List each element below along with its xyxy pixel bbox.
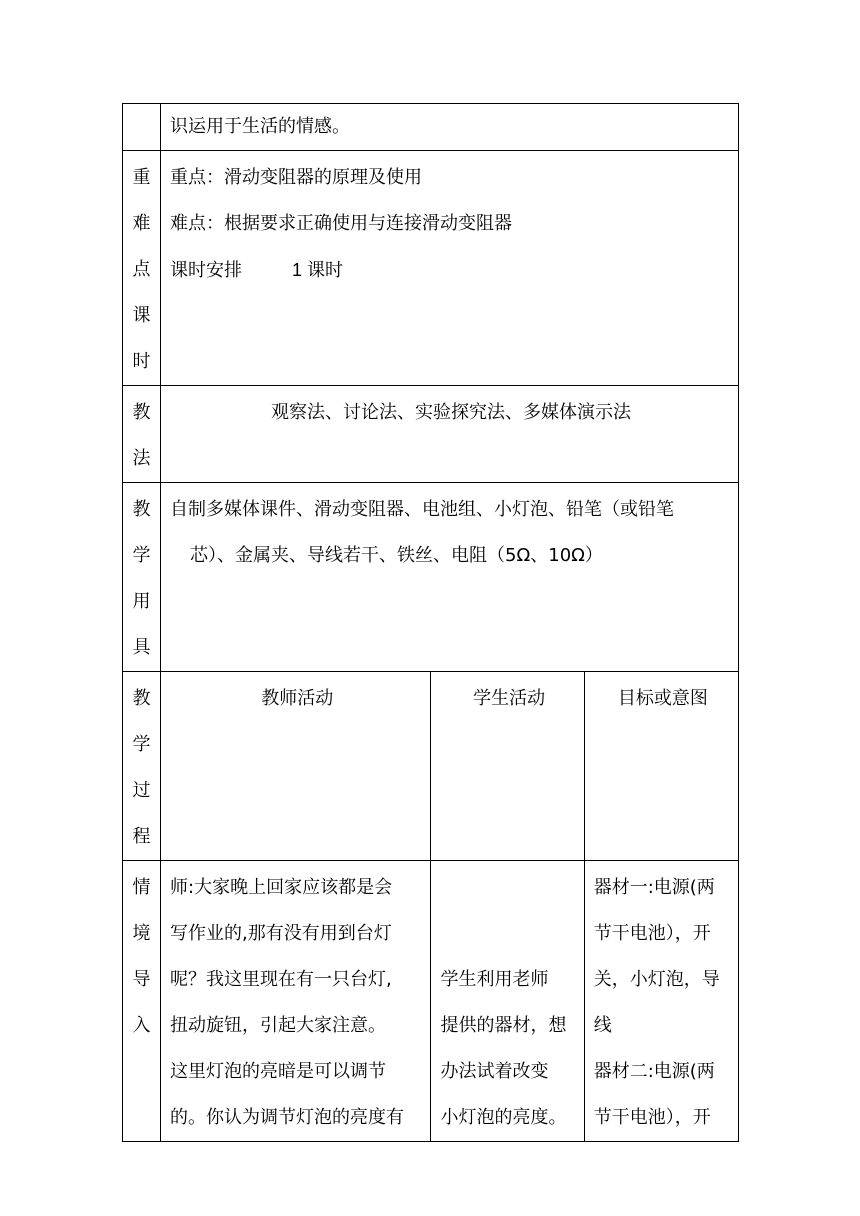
side-char: 法 [132,448,151,469]
goal-text-line: 器材二:电源(两 [593,1061,715,1082]
schedule-label: 课时安排 [170,260,243,281]
teacher-text-line: 呢？我这里现在有一只台灯, [170,969,392,990]
side-char: 用 [132,591,151,612]
student-text-line: 小灯泡的亮度。 [440,1107,567,1128]
key-points-cell [161,151,739,386]
tools-text-line-2: 芯）、金属夹、导线若干、铁丝、电阻（5Ω、10Ω） [190,545,603,566]
side-char: 课 [132,305,151,326]
goal-text-line: 关，小灯泡，导 [593,969,720,990]
side-char: 境 [132,923,151,944]
difficulty-text: 难点：根据要求正确使用与连接滑动变阻器 [170,213,513,234]
column-header-teacher [161,672,431,861]
goal-text-line: 节干电池），开 [593,923,711,944]
goal-continuation-cell [161,104,739,151]
side-char: 程 [132,826,151,847]
side-char: 难 [132,213,151,234]
schedule-value: 1 课时 [292,260,344,280]
tools-text-line-1: 自制多媒体课件、滑动变阻器、电池组、小灯泡、铅笔（或铅笔 [170,499,675,520]
teacher-text-line: 扭动旋钮，引起大家注意。 [170,1015,387,1036]
goal-text-line: 节干电池），开 [593,1107,711,1128]
side-label-method [123,386,161,483]
student-text-line: 学生利用老师 [440,969,549,990]
side-char: 教 [132,688,151,709]
side-char: 重 [132,167,151,188]
goal-text-line: 器材一:电源(两 [593,877,715,898]
intro-goal-cell [584,861,738,1142]
focus-text: 重点：滑动变阻器的原理及使用 [170,167,423,188]
teacher-text-line: 这里灯泡的亮暗是可以调节 [170,1061,387,1082]
goal-heading: 目标或意图 [617,688,708,709]
intro-student-cell [431,861,584,1142]
side-label-intro [123,861,161,1142]
row-teaching-tools [123,483,739,672]
student-text-line: 提供的器材，想 [440,1015,567,1036]
side-char: 教 [132,402,151,423]
side-label-tools [123,483,161,672]
student-text-line [440,865,577,911]
side-char: 学 [132,545,151,566]
side-char: 时 [132,351,151,372]
row-goal-continuation [123,104,739,151]
row-teaching-method [123,386,739,483]
side-label-key-points [123,151,161,386]
method-text: 观察法、讨论法、实验探究法、多媒体演示法 [271,402,632,423]
tools-cell [161,483,739,672]
teacher-activity-heading: 教师活动 [261,688,334,709]
side-char: 入 [132,1015,151,1036]
row-process-header [123,672,739,861]
side-char: 学 [132,734,151,755]
side-char: 点 [132,259,151,280]
row-key-points [123,151,739,386]
student-text-line [440,911,577,957]
side-cell-empty [123,104,161,151]
side-label-process [123,672,161,861]
teacher-text-line: 写作业的,那有没有用到台灯 [170,923,392,944]
side-char: 情 [132,877,151,898]
column-header-student [431,672,584,861]
lesson-plan-table [122,103,739,1142]
side-char: 导 [132,969,151,990]
teacher-text-line: 师:大家晚上回家应该都是会 [170,877,393,898]
schedule-line [170,247,732,293]
side-char: 教 [132,499,151,520]
column-header-goal [584,672,738,861]
student-text-line: 办法试着改变 [440,1061,549,1082]
goal-text-line: 线 [593,1015,612,1036]
teacher-text-line: 的。你认为调节灯泡的亮度有 [170,1107,405,1128]
goal-continuation-text: 识运用于生活的情感。 [170,116,351,137]
side-char: 过 [132,780,151,801]
side-char: 具 [132,637,151,658]
intro-teacher-cell [161,861,431,1142]
row-situational-intro [123,861,739,1142]
student-activity-heading: 学生活动 [473,688,546,709]
method-cell [161,386,739,483]
